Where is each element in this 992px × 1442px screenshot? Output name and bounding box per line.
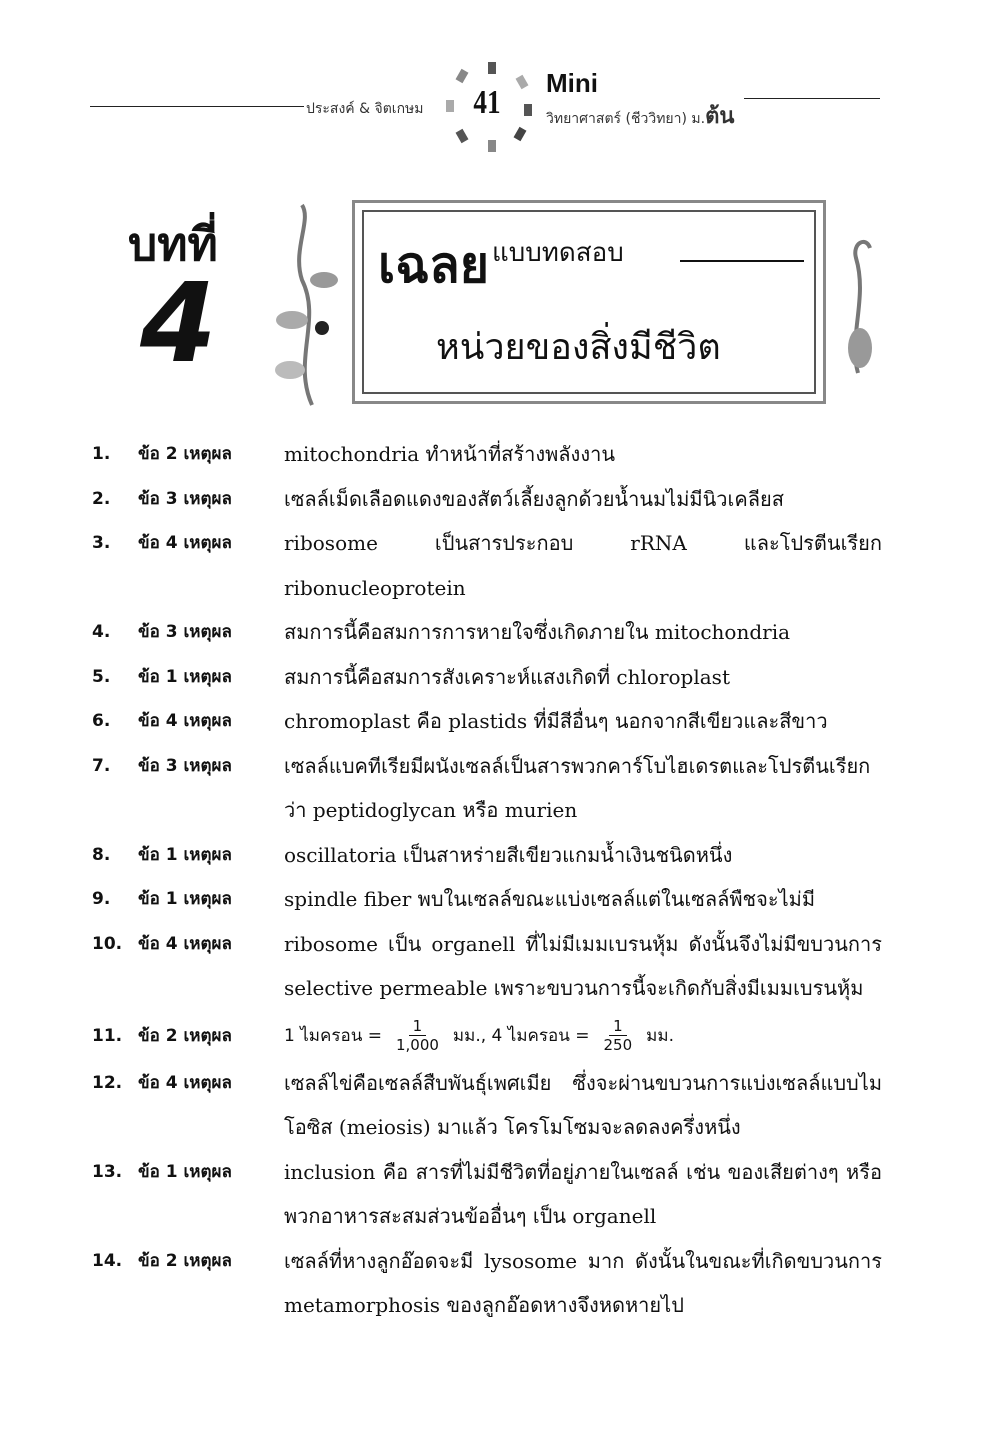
answer-choice: ข้อ 1 เหตุผล bbox=[138, 889, 232, 909]
answer-item bbox=[92, 1011, 892, 1061]
book-title bbox=[546, 98, 734, 133]
answer-number: 8. bbox=[92, 844, 111, 865]
answer-choice: ข้อ 4 เหตุผล bbox=[138, 711, 232, 731]
series-logo: Mini bbox=[546, 68, 598, 98]
answer-choice: ข้อ 1 เหตุผล bbox=[138, 666, 232, 687]
chapter-label: บทที่ bbox=[128, 217, 218, 271]
answer-item bbox=[92, 432, 892, 477]
answer-number: 14. bbox=[92, 1250, 123, 1271]
answer-number: 9. bbox=[92, 889, 111, 909]
header-rule-left bbox=[90, 106, 304, 107]
fraction bbox=[604, 1017, 633, 1054]
answer-reason: oscillatoria เป็นสาหร่ายสีเขียวแกมน้ำเงินชนิดหนึ่ง bbox=[284, 842, 733, 867]
answer-choice: ข้อ 2 เหตุผล bbox=[138, 1025, 232, 1046]
answer-item bbox=[92, 1061, 892, 1150]
answer-item bbox=[92, 477, 892, 522]
answer-number: 1. bbox=[92, 444, 111, 464]
answer-item bbox=[92, 655, 892, 700]
answer-choice: ข้อ 4 เหตุผล bbox=[138, 1072, 232, 1093]
answer-key-title: เฉลย bbox=[378, 236, 490, 294]
header-authors: ประสงค์ & จิตเกษม bbox=[306, 101, 424, 117]
answer-item bbox=[92, 1150, 892, 1239]
answer-list bbox=[92, 432, 892, 1328]
fraction-denominator: 1,000 bbox=[395, 1036, 439, 1054]
answer-reason: สมการนี้คือสมการการหายใจซึ่งเกิดภายใน mitochondria bbox=[284, 620, 791, 644]
answer-choice: ข้อ 4 เหตุผล bbox=[138, 533, 232, 553]
answer-item bbox=[92, 521, 892, 610]
answer-reason bbox=[284, 1011, 882, 1061]
answer-item bbox=[92, 1239, 892, 1328]
answer-choice: ข้อ 1 เหตุผล bbox=[138, 844, 232, 865]
fraction-numerator: 1 bbox=[609, 1017, 627, 1036]
answer-choice: ข้อ 3 เหตุผล bbox=[138, 488, 232, 509]
answer-reason: สมการนี้คือสมการสังเคราะห์แสงเกิดที่ chloroplast bbox=[284, 664, 730, 689]
answer-key-subtitle: แบบทดสอบ bbox=[492, 238, 624, 268]
answer-item bbox=[92, 877, 892, 922]
answer-reason: ribosome เป็นสารประกอบ rRNA และโปรตีนเรียก ribonucleoprotein bbox=[284, 531, 882, 600]
answer-reason: เซลล์ที่หางลูกอ๊อดจะมี lysosome มาก ดังนั้นในขณะที่เกิดขบวนการ metamorphosis ของลูกอ๊อดหางจึงหดหายไป bbox=[284, 1248, 882, 1317]
answer-item bbox=[92, 610, 892, 655]
answer-reason: inclusion คือ สารที่ไม่มีชีวิตที่อยู่ภายในเซลล์ เช่น ของเสียต่างๆ หรือพวกอาหารสะสมส่วนข้ออื่นๆ เป็น organell bbox=[284, 1159, 882, 1228]
header-rule-right bbox=[744, 98, 880, 99]
page-number: 41 bbox=[473, 84, 501, 121]
answer-reason: spindle fiber พบในเซลล์ขณะแบ่งเซลล์แต่ในเซลล์พืชจะไม่มี bbox=[284, 887, 815, 911]
answer-item bbox=[92, 833, 892, 878]
answer-reason: ribosome เป็น organell ที่ไม่มีเมมเบรนหุ้ม ดังนั้นจึงไม่มีขบวนการ selective permeable เพราะขบวนการนี้จะเกิดกับสิ่งมีเมมเบรนหุ้ม bbox=[284, 931, 882, 1000]
answer-reason: เซลล์เม็ดเลือดแดงของสัตว์เลี้ยงลูกด้วยน้ำนมไม่มีนิวเคลียส bbox=[284, 486, 784, 511]
answer-number: 10. bbox=[92, 933, 123, 954]
answer-reason: เซลล์แบคทีเรียมีผนังเซลล์เป็นสารพวกคาร์โบไฮเดรตและโปรตีนเรียกว่า peptidoglycan หรือ murien bbox=[284, 753, 871, 822]
answer-number: 6. bbox=[92, 711, 111, 731]
answer-reason: เซลล์ไข่คือเซลล์สืบพันธุ์เพศเมีย ซึ่งจะผ่านขบวนการแบ่งเซลล์แบบไมโอซิส (meiosis) มาแล้ว โครโมโซมจะลดลงครึ่งหนึ่ง bbox=[284, 1070, 882, 1139]
equation-part: 1 ไมครอน = bbox=[284, 1025, 382, 1046]
vine-illustration-left bbox=[272, 200, 342, 410]
answer-reason: chromoplast คือ plastids ที่มีสีอื่นๆ นอกจากสีเขียวและสีขาว bbox=[284, 709, 828, 733]
answer-number: 11. bbox=[92, 1025, 123, 1046]
answer-choice: ข้อ 3 เหตุผล bbox=[138, 755, 232, 776]
answer-number: 2. bbox=[92, 488, 111, 509]
fraction bbox=[396, 1017, 439, 1054]
answer-reason: mitochondria ทำหน้าที่สร้างพลังงาน bbox=[284, 442, 615, 466]
equation-part: มม., 4 ไมครอน = bbox=[452, 1025, 590, 1046]
chapter-number: 4 bbox=[140, 259, 217, 387]
book-level: ต้น bbox=[705, 104, 735, 129]
answer-choice: ข้อ 1 เหตุผล bbox=[138, 1161, 232, 1182]
vine-illustration-right bbox=[836, 228, 886, 378]
answer-choice: ข้อ 2 เหตุผล bbox=[138, 1250, 232, 1271]
answer-number: 12. bbox=[92, 1072, 123, 1093]
fraction-denominator: 250 bbox=[603, 1036, 633, 1054]
answer-number: 3. bbox=[92, 533, 111, 553]
answer-choice: ข้อ 3 เหตุผล bbox=[138, 622, 232, 642]
fraction-numerator: 1 bbox=[409, 1017, 427, 1036]
answer-number: 4. bbox=[92, 622, 111, 642]
answer-number: 13. bbox=[92, 1161, 123, 1182]
answer-item bbox=[92, 922, 892, 1011]
subtitle-underline bbox=[680, 260, 804, 262]
book-title-text: วิทยาศาสตร์ (ชีววิทยา) ม. bbox=[546, 111, 706, 127]
answer-item bbox=[92, 744, 892, 833]
answer-number: 5. bbox=[92, 666, 111, 687]
equation-part: มม. bbox=[646, 1025, 674, 1046]
answer-item bbox=[92, 699, 892, 744]
chapter-topic: หน่วยของสิ่งมีชีวิต bbox=[436, 327, 721, 368]
answer-number: 7. bbox=[92, 755, 111, 776]
answer-choice: ข้อ 4 เหตุผล bbox=[138, 933, 232, 954]
answer-choice: ข้อ 2 เหตุผล bbox=[138, 444, 232, 464]
